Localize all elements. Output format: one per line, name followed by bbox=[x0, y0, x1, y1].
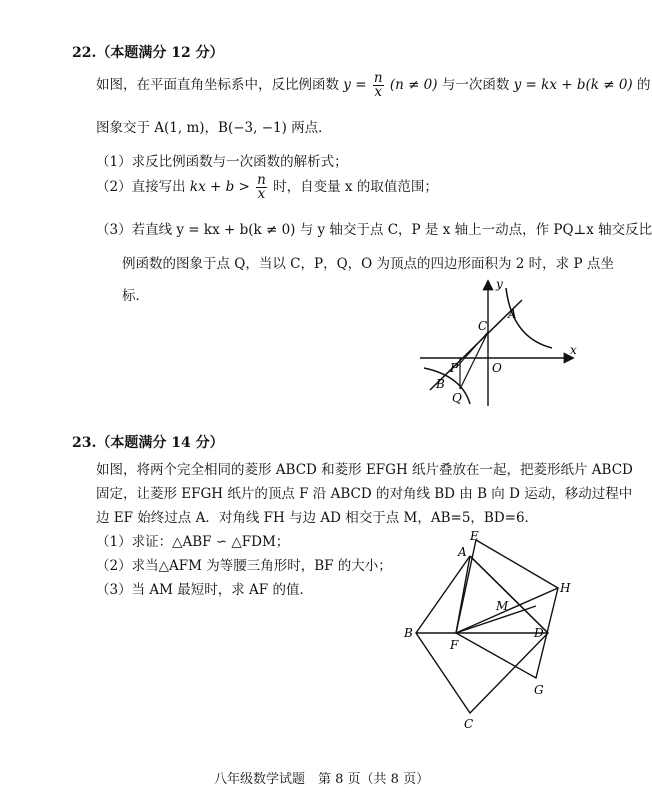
page-footer: 八年级数学试题 第 8 页（共 8 页） bbox=[214, 772, 430, 787]
q22-label-b: B bbox=[436, 377, 445, 391]
q23-label-f: F bbox=[450, 638, 459, 652]
q23-part2: （2）求当△AFM 为等腰三角形时，BF 的大小； bbox=[96, 558, 392, 574]
q22-line1-fraction bbox=[373, 72, 384, 99]
q22-part1: （1）求反比例函数与一次函数的解析式； bbox=[96, 154, 348, 170]
q23-line1: 如图，将两个完全相同的菱形 ABCD 和菱形 EFGH 纸片叠放在一起，把菱形纸片 ABCD bbox=[96, 462, 633, 478]
q22-segment-inner bbox=[456, 332, 488, 368]
q22-label-c: C bbox=[478, 319, 488, 333]
q22-label-x: x bbox=[570, 343, 577, 357]
q23-figure bbox=[398, 528, 578, 738]
q23-title: 23.（本题满分 14 分） bbox=[72, 435, 224, 451]
q23-label-m: M bbox=[496, 599, 509, 613]
q22-label-p: P bbox=[450, 361, 459, 375]
q23-label-e: E bbox=[470, 529, 479, 543]
q22-part3-line2: 例函数的图象于点 Q，当以 C，P，Q，O 为顶点的四边形面积为 2 时，求 P 点坐 bbox=[122, 256, 614, 272]
q22-label-q: Q bbox=[452, 391, 462, 405]
q23-label-h: H bbox=[560, 581, 571, 595]
q22-label-y: y bbox=[496, 277, 503, 291]
q22-label-o: O bbox=[492, 361, 502, 375]
q22-part2-a: （2）直接写出 bbox=[96, 179, 186, 195]
q22-line1-y: y = bbox=[343, 77, 367, 93]
q23-part3: （3）当 AM 最短时，求 AF 的值． bbox=[96, 582, 313, 598]
q23-label-d: D bbox=[534, 626, 544, 640]
q22-line1-num: n bbox=[373, 70, 383, 86]
q22-part3-line1: （3）若直线 y = kx + b(k ≠ 0) 与 y 轴交于点 C，P 是 x 轴上一动点，作 PQ⊥x 轴交反比 bbox=[96, 222, 652, 238]
q22-line1-a: 如图，在平面直角坐标系中，反比例函数 bbox=[96, 77, 339, 93]
q23-label-g: G bbox=[534, 683, 544, 697]
q23-part1: （1）求证：△ABF ∽ △FDM； bbox=[96, 534, 290, 550]
q22-title: 22.（本题满分 12 分） bbox=[72, 45, 224, 61]
q23-rhombus-abcd bbox=[416, 556, 548, 713]
q23-label-a: A bbox=[458, 545, 467, 559]
q23-segment-af bbox=[456, 556, 470, 633]
q22-label-a: A bbox=[508, 307, 517, 321]
q22-line1-b: 与一次函数 bbox=[441, 77, 510, 93]
q22-figure bbox=[412, 276, 582, 410]
q22-part2-num: n bbox=[257, 172, 266, 188]
q22-part2-b: 时，自变量 x 的取值范围； bbox=[273, 179, 438, 195]
q23-line2: 固定，让菱形 EFGH 纸片的顶点 F 沿 ABCD 的对角线 BD 由 B 向 D 运动，移动过程中 bbox=[96, 486, 633, 502]
q22-part2 bbox=[96, 174, 438, 201]
q22-line1-cond: (n ≠ 0) bbox=[389, 77, 438, 93]
q23-label-c: C bbox=[464, 717, 474, 731]
q22-line2: 图象交于 A(1, m)，B(−3, −1) 两点． bbox=[96, 120, 332, 136]
q22-part2-fraction bbox=[256, 174, 267, 201]
q23-line3: 边 EF 始终过点 A．对角线 FH 与边 AD 相交于点 M，AB=5，BD=6． bbox=[96, 510, 539, 526]
q22-line1-linear: y = kx + b(k ≠ 0) bbox=[513, 77, 633, 93]
q22-part3-line3: 标． bbox=[122, 288, 149, 304]
q22-part2-den: x bbox=[257, 186, 266, 202]
q22-part2-expr: kx + b > bbox=[189, 179, 250, 195]
q22-line1 bbox=[96, 72, 651, 99]
q22-line1-c: 的 bbox=[637, 77, 651, 93]
q22-segment-qc bbox=[460, 332, 488, 389]
q22-line1-den: x bbox=[374, 84, 382, 100]
q23-label-b: B bbox=[404, 626, 413, 640]
